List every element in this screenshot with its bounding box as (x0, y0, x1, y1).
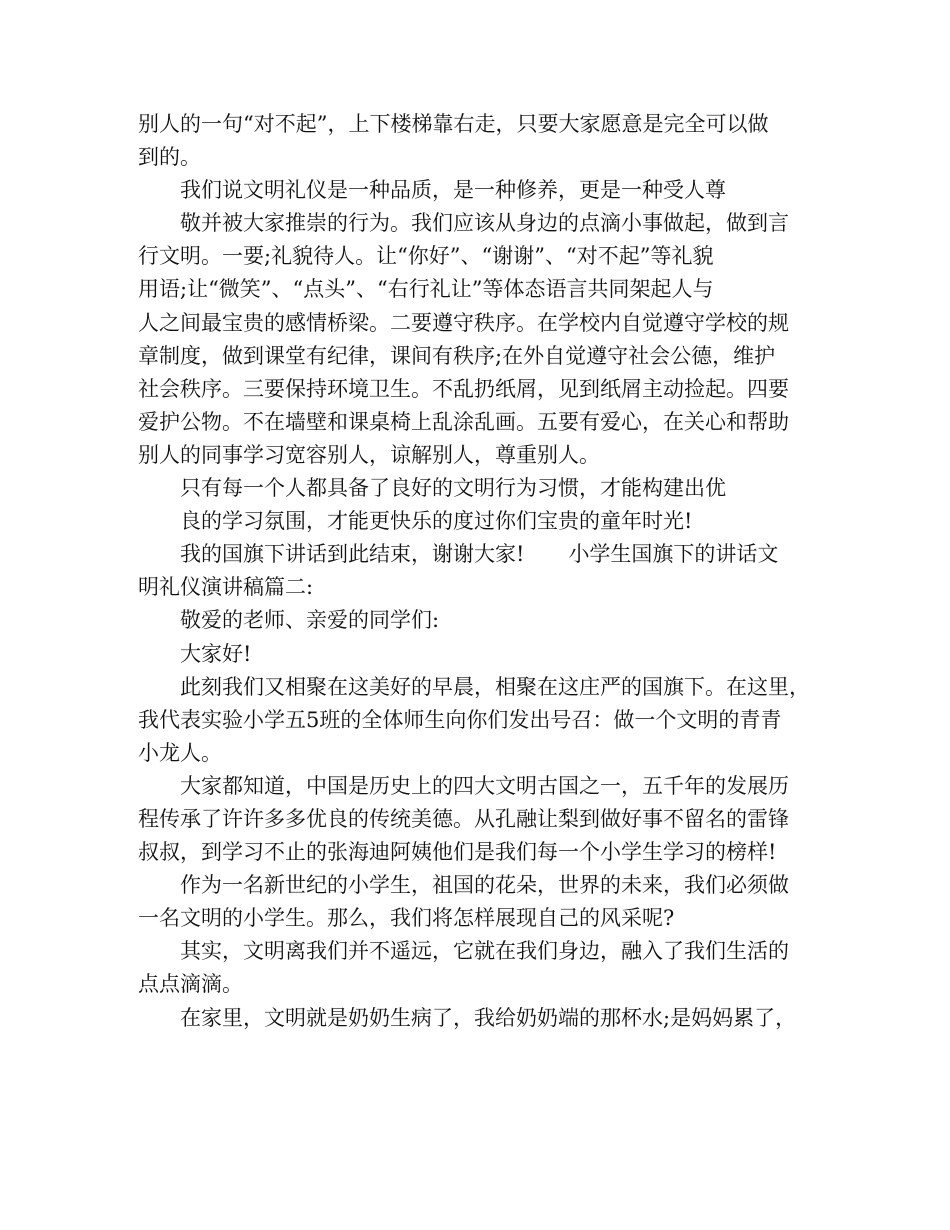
closing-sentence: 我的国旗下讲话到此结束，谢谢大家! (180, 542, 525, 567)
greeting: 大家好! (180, 641, 252, 666)
document-body (138, 108, 828, 1035)
paragraph-line: 一名文明的小学生。那么，我们将怎样展现自己的风采呢? (138, 906, 675, 931)
paragraph-line: 别人的同事学习宽容别人，谅解别人，尊重别人。 (138, 442, 600, 467)
paragraph-line: 行文明。一要;礼貌待人。让“你好”、“谢谢”、“对不起”等礼貌 (138, 244, 714, 269)
paragraph-line: 叔叔，到学习不止的张海迪阿姨他们是我们每一个小学生学习的榜样! (138, 840, 777, 865)
paragraph-line (138, 538, 828, 571)
paragraph-line: 点点滴滴。 (138, 972, 243, 997)
paragraph-line: 我们说文明礼仪是一种品质，是一种修养，更是一种受人尊 (180, 178, 726, 203)
paragraph-line: 在家里，文明就是奶奶生病了，我给奶奶端的那杯水;是妈妈累了， (180, 1005, 797, 1030)
paragraph-line: 我代表实验小学五5班的全体师生向你们发出号召：做一个文明的青青 (138, 707, 782, 732)
paragraph-line: 别人的一句“对不起”，上下楼梯靠右走，只要大家愿意是完全可以做 (138, 112, 769, 136)
paragraph-line: 社会秩序。三要保持环境卫生。不乱扔纸屑，见到纸屑主动捡起。四要 (138, 376, 789, 401)
paragraph-line: 良的学习氛围，才能更快乐的度过你们宝贵的童年时光! (180, 509, 693, 534)
paragraph-line: 程传承了许许多多优良的传统美德。从孔融让梨到做好事不留名的雷锋 (138, 806, 789, 831)
paragraph-line: 明礼仪演讲稿篇二: (138, 575, 314, 600)
paragraph-line: 人之间最宝贵的感情桥梁。二要遵守秩序。在学校内自觉遵守学校的规 (138, 310, 789, 335)
paragraph-line: 作为一名新世纪的小学生，祖国的花朵，世界的未来，我们必须做 (180, 873, 789, 898)
paragraph-line: 敬并被大家推崇的行为。我们应该从身边的点滴小事做起，做到言 (180, 211, 789, 236)
section-heading: 小学生国旗下的讲话文 (568, 542, 779, 567)
paragraph-line: 小龙人。 (138, 740, 222, 765)
paragraph-line: 大家都知道，中国是历史上的四大文明古国之一，五千年的发展历 (180, 773, 789, 798)
paragraph-line: 只有每一个人都具备了良好的文明行为习惯，才能构建出优 (180, 476, 726, 501)
paragraph-line: 到的。 (138, 145, 201, 170)
paragraph-line: 此刻我们又相聚在这美好的早晨，相聚在这庄严的国旗下。在这里， (180, 674, 810, 699)
paragraph-line: 章制度，做到课堂有纪律，课间有秩序;在外自觉遵守社会公德，维护 (138, 343, 776, 368)
paragraph-line: 其实，文明离我们并不遥远，它就在我们身边，融入了我们生活的 (180, 939, 789, 964)
paragraph-line: 爱护公物。不在墙壁和课桌椅上乱涂乱画。五要有爱心，在关心和帮助 (138, 409, 789, 434)
paragraph-line: 用语;让“微笑”、“点头”、“右行礼让”等体态语言共同架起人与 (138, 277, 714, 302)
salutation: 敬爱的老师、亲爱的同学们: (180, 608, 440, 633)
